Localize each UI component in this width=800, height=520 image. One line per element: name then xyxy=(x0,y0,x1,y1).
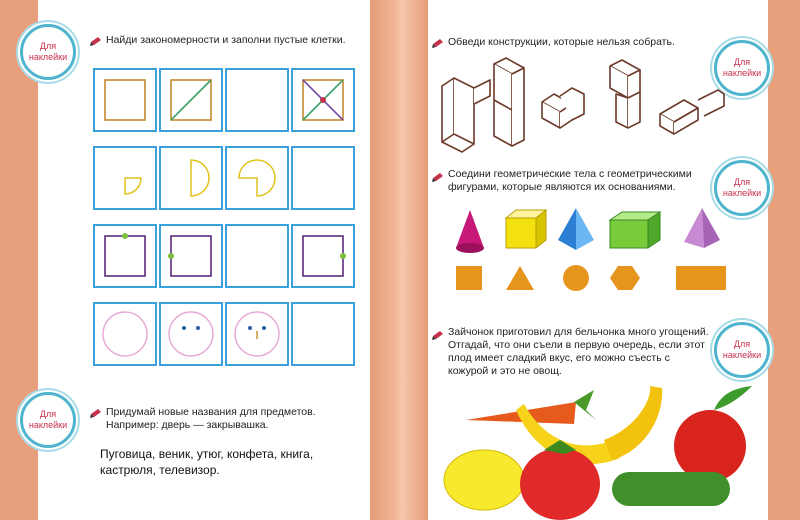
apple-icon xyxy=(674,410,746,482)
pattern-cell xyxy=(159,224,223,288)
triangle-shape xyxy=(506,266,534,290)
pattern-cell xyxy=(291,224,355,288)
sticker-spot-5[interactable]: Для наклейки xyxy=(714,322,770,378)
pattern-cell-empty[interactable] xyxy=(291,146,355,210)
rectangle-shape xyxy=(676,266,726,290)
pyramid-solid xyxy=(558,208,594,250)
pencil-bullet-icon xyxy=(432,330,444,340)
left-page xyxy=(28,0,370,520)
base-shapes xyxy=(456,265,726,291)
pattern-cell xyxy=(225,146,289,210)
sticker-spot-2[interactable]: Для наклейки xyxy=(20,392,76,448)
pencil-bullet-icon xyxy=(432,38,444,48)
pattern-cell xyxy=(93,224,157,288)
right-page xyxy=(428,0,768,520)
sticker-spot-1[interactable]: Для наклейки xyxy=(20,24,76,80)
task-rename: Придумай новые названия для предметов. Например: дверь — закрывашка. xyxy=(106,406,316,431)
pencil-bullet-icon xyxy=(90,36,102,46)
tomato-icon xyxy=(520,448,600,520)
pattern-cell-empty[interactable] xyxy=(225,68,289,132)
pattern-cell xyxy=(159,146,223,210)
pattern-cell xyxy=(225,302,289,366)
square-shape xyxy=(456,266,482,290)
sticker-spot-3[interactable]: Для наклейки xyxy=(714,40,770,96)
right-margin xyxy=(768,0,800,520)
block-constructions xyxy=(434,56,724,146)
hexagon-shape xyxy=(610,266,640,290)
task-connect: Соедини геометрические тела с геометрическими фигурами, которые являются их основаниями. xyxy=(448,168,692,193)
square-pyramid-solid xyxy=(684,208,720,248)
task-constructions: Обведи конструкции, которые нельзя собрать. xyxy=(448,36,675,48)
pattern-cell xyxy=(159,68,223,132)
cone-solid xyxy=(456,210,484,253)
pattern-cell xyxy=(159,302,223,366)
geometric-solids-and-shapes xyxy=(448,206,748,298)
cube-solid xyxy=(506,210,546,248)
pattern-cell xyxy=(93,302,157,366)
pattern-cell xyxy=(291,68,355,132)
cucumber-icon xyxy=(612,472,730,506)
pattern-cell xyxy=(93,68,157,132)
circle-shape xyxy=(563,265,589,291)
pattern-cell xyxy=(93,146,157,210)
sticker-spot-4[interactable]: Для наклейки xyxy=(714,160,770,216)
prism-solid xyxy=(610,212,660,248)
pattern-cell-empty[interactable] xyxy=(225,224,289,288)
pencil-bullet-icon xyxy=(432,172,444,182)
pattern-cell-empty[interactable] xyxy=(291,302,355,366)
pencil-bullet-icon xyxy=(90,408,102,418)
book-spine xyxy=(370,0,428,520)
food-illustration xyxy=(436,380,756,520)
task-patterns: Найди закономерности и заполни пустые клетки. xyxy=(106,34,346,46)
task-squirrel: Зайчонок приготовил для бельчонка много угощений. Отгадай, что они съели в первую очередь, если этот плод имеет сладкий вкус, его можно съесть с кожурой и это не овощ. xyxy=(448,326,709,377)
word-list: Пуговица, веник, утюг, конфета, книга, кастрюля, телевизор. xyxy=(100,447,314,477)
lemon-icon xyxy=(444,450,524,510)
